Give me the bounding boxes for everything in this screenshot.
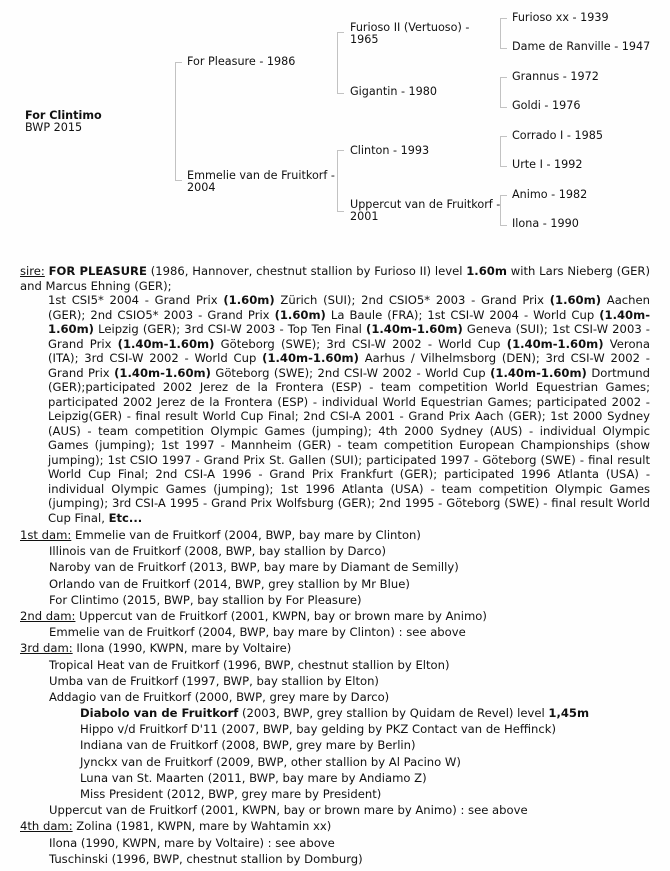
sire-riders: with Lars Nieberg (GER) and Marcus Ehning (GER); [20,264,650,293]
dam-label: 2nd dam: [20,608,76,623]
subject-name: For Clintimo [25,109,102,122]
dam-label: 1st dam: [20,528,72,542]
entry-text: Jynckx van de Fruitkorf (2009, BWP, other stallion by Al Pacino W) [80,754,461,769]
offspring-entry [20,770,660,786]
result-height: (1.40m-1.60m) [366,322,463,336]
great-grandparent: Dame de Ranville - 1947 [512,40,651,53]
entry-text: Miss President (2012, BWP, grey mare by President) [80,787,382,801]
great-grandparent: Furioso xx - 1939 [512,11,609,24]
offspring-entry [20,835,660,851]
result-text: Dortmund (GER);participated 2002 Jerez de la Frontera (ESP) - team competition World Equestrian Games; participated 2002 Jerez de la Frontera (ESP) - individual World Equestrian Games; participated 2002 - Leipzig(GER) - final result World Cup Final; 2nd CSI-A 2001 - Grand Prix Aach (GER); 1st 2000 Sydney (AUS) - team competition Olympic Games (jumping); 4th 2000 Sydney (AUS) - individual Olympic Games (jumping); 1st 1997 - Mannheim (GER) - team competition European Championships (show jumping); 1st CSIO 1997 - Grand Prix St. Gallen (SUI); participated 1997 - Göteborg (SWE) - final result World Cup Final; 2nd CSI-A 1996 - Grand Prix Frankfurt (GER); participated 1996 Atlanta (USA) - individual Olympic Games (jumping); 1st 1996 Atlanta (USA) - team competition Olympic Games (jumping); 3rd CSI-A 1995 - Grand Prix Wolfsburg (GER); 2nd 1995 - Göteborg (SWE) - final result World Cup Final, [48,365,650,525]
offspring-entry [20,802,660,818]
result-height: (1.40m-1.60m) [114,365,211,380]
parents-bracket [175,62,182,181]
great-grandparent: Animo - 1982 [512,188,588,201]
great-grandparent: Urte I - 1992 [512,158,583,171]
dam-line [20,527,660,867]
result-text: 1st CSI5* 2004 - Grand Prix [48,293,224,307]
result-text: Geneva (SUI); 1st CSI-W 2003 - Grand Prix [48,322,650,351]
grandparents-bracket-sire [337,32,344,94]
entry-text: For Clintimo (2015, BWP, bay stallion by For Pleasure) [49,592,362,607]
entry-text: Zolina (1981, KWPN, mare by Wahtamin xx) [72,819,332,834]
ggp-bracket [500,136,507,167]
result-height: (1.60m) [549,293,602,307]
result-text: La Baule (FRA); 1st CSI-W 2004 - World Cup [325,307,600,322]
result-text: Göteborg (SWE); 2nd CSI-W 2002 - World Cup [210,365,491,380]
result-text: Zürich (SUI); 2nd CSIO5* 2003 - Grand Prix [274,293,550,307]
offspring-entry [20,705,660,721]
dam-entry [20,608,660,624]
result-text: Göteborg (SWE); 3rd CSI-W 2002 - World Cup [214,336,507,351]
entry-text: Hippo v/d Fruitkorf D'11 (2007, BWP, bay gelding by PKZ Contact van de Heffinck) [80,722,557,737]
entry-text: Indiana van de Fruitkorf (2008, BWP, grey mare by Berlin) [80,738,416,753]
ggp-bracket [500,77,507,108]
result-height: (1.40m-1.60m) [506,336,604,351]
entry-text: Umba van de Fruitkorf (1997, BWP, bay stallion by Elton) [49,673,379,688]
offspring-entry [20,786,660,802]
grandparent: Clinton - 1993 [350,144,430,157]
sire-desc: (1986, Hannover, chestnut stallion by Furioso II) level [146,264,467,278]
sire-results [20,293,650,525]
dam-entry [20,640,660,656]
entry-text: Uppercut van de Fruitkorf (2001, KWPN, bay or brown mare by Animo) : see above [49,803,528,818]
great-grandparent: Goldi - 1976 [512,99,581,112]
pedigree-chart [0,0,670,245]
offspring-entry [20,592,660,608]
ggp-bracket [500,18,507,49]
sire-level: 1.60m [466,264,507,278]
entry-text: Luna van St. Maarten (2011, BWP, bay mare by Andiamo Z) [80,770,427,785]
grandparent: Uppercut van de Fruitkorf - 2001 [350,198,501,223]
great-grandparent: Grannus - 1972 [512,70,599,83]
offspring-entry [20,576,660,592]
sire-label: sire: [20,264,45,278]
grandparent: Furioso II (Vertuoso) - 1965 [350,21,470,46]
result-height: (1.60m) [274,307,326,322]
offspring-entry [20,754,660,770]
entry-text: Addagio van de Fruitkorf (2000, BWP, grey mare by Darco) [49,689,390,704]
grandparent: Gigantin - 1980 [350,85,438,98]
offspring-entry [20,737,660,753]
result-text: Leipzig (GER); 3rd CSI-W 2003 - Top Ten Final [94,322,367,336]
grandparents-bracket-dam [337,150,344,212]
entry-text: Uppercut van de Fruitkorf (2001, KWPN, bay or brown mare by Animo) [75,608,487,623]
parent-dam: Emmelie van de Fruitkorf - 2004 [187,169,335,194]
result-text: Aachen (GER); 2nd CSIO5* 2003 - Grand Prix [48,293,650,322]
sire-paragraph [20,264,650,525]
entry-text: (2003, BWP, grey stallion by Quidam de Revel) level [238,706,549,721]
dam-label: 3rd dam: [20,641,73,656]
offspring-entry [20,559,660,575]
dam-entry [20,818,660,834]
entry-text: Tuschinski (1996, BWP, chestnut stallion by Domburg) [49,851,363,866]
result-text: Verona (ITA); 3rd CSI-W 2002 - World Cup [48,336,650,365]
dam-label: 4th dam: [20,819,73,834]
ggp-bracket [500,195,507,226]
offspring-entry [20,543,660,559]
entry-text: Emmelie van de Fruitkorf (2004, BWP, bay mare by Clinton) [71,528,421,542]
offspring-entry [20,673,660,689]
offspring-entry [20,689,660,705]
subject-horse [25,110,102,134]
result-height: (1.40m-1.60m) [490,365,587,380]
offspring-entry [20,851,660,867]
horse-name: Diabolo van de Fruitkorf [80,706,239,721]
entry-text: Illinois van de Fruitkorf (2008, BWP, bay stallion by Darco) [49,544,386,559]
result-text: Aarhus / Vilhelmsborg (DEN); 3rd CSI-W 2002 - Grand Prix [48,351,650,380]
entry-text: Tropical Heat van de Fruitkorf (1996, BWP, chestnut stallion by Elton) [49,657,450,672]
great-grandparent: Ilona - 1990 [512,217,579,230]
parent-sire: For Pleasure - 1986 [187,55,296,68]
level-value: 1,45m [548,706,590,721]
offspring-entry [20,624,660,640]
result-height: (1.40m-1.60m) [262,351,359,365]
result-height: Etc... [108,510,143,525]
result-height: (1.40m-1.60m) [48,307,650,336]
result-height: (1.60m) [223,293,275,307]
entry-text: Emmelie van de Fruitkorf (2004, BWP, bay mare by Clinton) : see above [49,625,466,640]
entry-text: Ilona (1990, KWPN, mare by Voltaire) [72,641,292,656]
subject-info: BWP 2015 [25,121,83,134]
dam-entry [20,527,660,543]
offspring-entry [20,657,660,673]
sire-section [20,264,650,525]
result-height: (1.40m-1.60m) [117,336,215,351]
offspring-entry [20,721,660,737]
sire-name: FOR PLEASURE [48,264,147,278]
entry-text: Orlando van de Fruitkorf (2014, BWP, grey stallion by Mr Blue) [49,576,410,591]
entry-text: Naroby van de Fruitkorf (2013, BWP, bay mare by Diamant de Semilly) [49,560,459,575]
great-grandparent: Corrado I - 1985 [512,129,603,142]
entry-text: Ilona (1990, KWPN, mare by Voltaire) : see above [49,835,335,850]
